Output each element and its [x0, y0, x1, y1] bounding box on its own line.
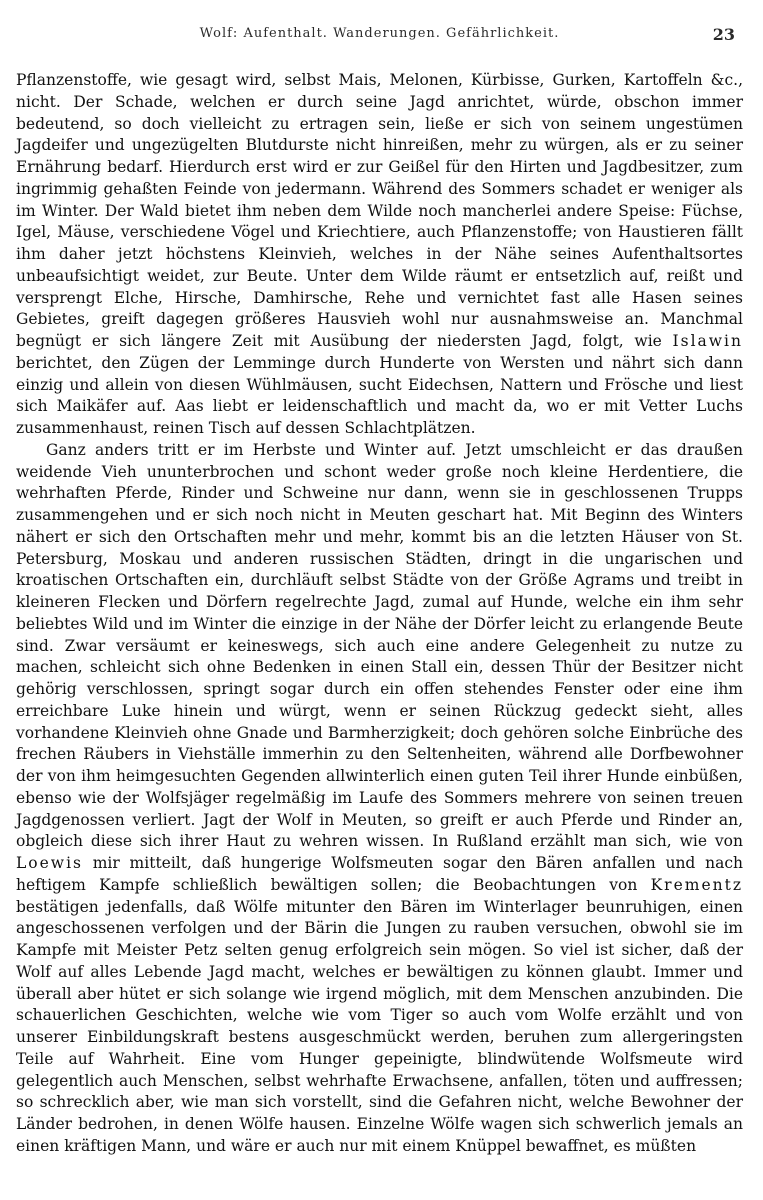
paragraph-1 — [16, 70, 743, 440]
person-name-loewis: Loewis — [16, 854, 83, 872]
paragraph-1-text-2: berichtet, den Zügen der Lemminge durch Hunderte von Wersten und nährt sich dann einzig und allein von diesen Wühlmäusen, sucht Eidechsen, Nattern und Frösche und liest sich Maikäfer auf. Aas liebt er leidenschaftlich und macht da, wo er mit Vetter Luchs zusammenhaust, reinen Tisch auf dessen Schlachtplätzen. — [16, 353, 743, 437]
paragraph-2-text-2: mir mitteilt, daß hungerige Wolfsmeuten sogar den Bären anfallen und nach heftigem Kampfe schließlich bewältigen sollen; die Beobachtungen von — [16, 854, 743, 894]
paragraph-1-text-1: Pflanzenstoffe, wie gesagt wird, selbst Mais, Melonen, Kürbisse, Gurken, Kartoffeln &c., nicht. Der Schade, welchen er durch seine Jagd anrichtet, würde, obschon immer bedeutend, so doch vielleicht zu ertragen sein, ließe er sich von seinem ungestümen Jagdeifer und ungezügelten Blutdurste nicht hinreißen, mehr zu würgen, als er zu seiner Ernährung bedarf. Hierdurch erst wird er zur Geißel für den Hirten und Jagdbesitzer, zum ingrimmig gehaßten Feinde von jedermann. Während des Sommers schadet er weniger als im Winter. Der Wald bietet ihm neben dem Wilde noch mancherlei andere Speise: Füchse, Igel, Mäuse, verschiedene Vögel und Kriechtiere, auch Pflanzenstoffe; von Haustieren fällt ihm daher jetzt höchstens Kleinvieh, welches in der Nähe seines Aufenthaltsortes unbeaufsichtigt weidet, zur Beute. Unter dem Wilde räumt er entsetzlich auf, reißt und versprengt Elche, Hirsche, Damhirsche, Rehe und vernichtet fast alle Hasen seines Gebietes, greift dagegen größeres Hausvieh wohl nur ausnahmsweise an. Manchmal begnügt er sich längere Zeit mit Ausübung der niedersten Jagd, folgt, wie — [16, 71, 743, 350]
page-number: 23 — [712, 25, 735, 44]
running-head: Wolf: Aufenthalt. Wanderungen. Gefährlichkeit. — [199, 26, 560, 41]
person-name-islawin: Islawin — [672, 332, 743, 350]
paragraph-2-text-3: bestätigen jedenfalls, daß Wölfe mitunter den Bären im Winterlager beunruhigen, einen angeschossenen verfolgen und der Bärin die Jungen zu rauben versuchen, obwohl sie im Kampfe mit Meister Petz selten genug erfolgreich sein mögen. So viel ist sicher, daß der Wolf auf alles Lebende Jagd macht, welches er bewältigen zu können glaubt. Immer und überall aber hütet er sich solange wie irgend möglich, mit dem Menschen anzubinden. Die schauerlichen Geschichten, welche wie vom Tiger so auch vom Wolfe erzählt und von unserer Einbildungskraft bestens ausgeschmückt werden, beruhen zum allergeringsten Teile auf Wahrheit. Eine vom Hunger gepeinigte, blindwütende Wolfsmeute wird gelegentlich auch Menschen, selbst wehrhafte Erwachsene, anfallen, töten und auffressen; so schrecklich aber, wie man sich vorstellt, sind die Gefahren nicht, welche Bewohner der Länder bedrohen, in denen Wölfe hausen. Einzelne Wölfe wagen sich schwerlich jemals an einen kräftigen Mann, und wäre er auch nur mit einem Knüppel bewaffnet, es müßten — [16, 897, 743, 1155]
paragraph-2-text-1: Ganz anders tritt er im Herbste und Winter auf. Jetzt umschleicht er das draußen weidende Vieh ununterbrochen und schont weder große noch kleine Herdentiere, die wehrhaften Pferde, Rinder und Schweine nur dann, wenn sie in geschlossenen Trupps zusammengehen und er sich noch nicht in Meuten geschart hat. Mit Beginn des Winters nähert er sich den Ortschaften mehr und mehr, kommt bis an die letzten Häuser von St. Petersburg, Moskau und anderen russischen Städten, dringt in die ungarischen und kroatischen Ortschaften ein, durchläuft selbst Städte von der Größe Agrams und treibt in kleineren Flecken und Dörfern regelrechte Jagd, zumal auf Hunde, welche ein ihm sehr beliebtes Wild und im Winter die einzige in der Nähe der Dörfer leicht zu erlangende Beute sind. Zwar versäumt er keineswegs, sich auch eine andere Gelegenheit zu nutze zu machen, schleicht sich ohne Bedenken in einen Stall ein, dessen Thür der Besitzer nicht gehörig verschlossen, springt sogar durch ein offen stehendes Fenster oder eine ihm erreichbare Luke hinein und würgt, wenn er seinen Rückzug gedeckt sieht, alles vorhandene Kleinvieh ohne Gnade und Barmherzigkeit; doch gehören solche Einbrüche des frechen Räubers in Viehställe immerhin zu den Seltenheiten, während alle Dorfbewohner der von ihm heimgesuchten Gegenden allwinterlich einen guten Teil ihrer Hunde einbüßen, ebenso wie der Wolfsjäger regelmäßig im Laufe des Sommers mehrere von seinen treuen Jagdgenossen verliert. Jagt der Wolf in Meuten, so greift er auch Pferde und Rinder an, obgleich diese sich ihrer Haut zu wehren wissen. In Rußland erzählt man sich, wie von — [16, 440, 743, 851]
page-header — [16, 26, 743, 50]
body-text — [16, 70, 743, 1158]
paragraph-2 — [16, 440, 743, 1158]
book-page — [16, 26, 743, 1158]
person-name-krementz: Krementz — [650, 875, 743, 894]
